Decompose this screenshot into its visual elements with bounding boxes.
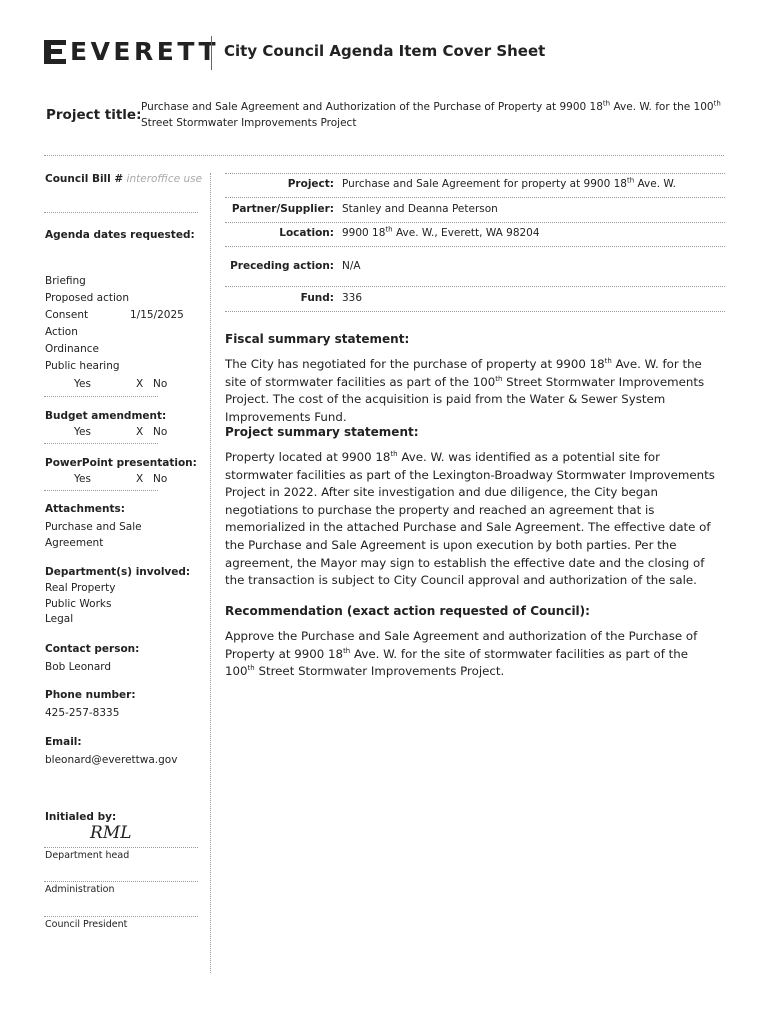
agenda-item: Action — [45, 326, 78, 338]
department-head-label: Department head — [45, 850, 130, 861]
partner-value: Stanley and Deanna Peterson — [342, 203, 498, 215]
attachment-line: Agreement — [45, 537, 104, 549]
project-summary-text: Property located at 9900 18th Ave. W. was identified as a potential site for stormwater facilities as part of the Lexington-Broadway Stormwater Improvements Project in 2022. After site investigation and due diligence, the City began negotiations to purchase the property and reached an agreement that is memorialized in the attached Purchase and Sale Agreement. The effective date of the Purchase and Sale Agreement is upon execution by both parties. Per the agreement, the Mayor may sign to establish the effective date and the closing of the transaction is subject to City Council approval and authorization of the sale. — [225, 450, 715, 588]
department-item: Legal — [45, 613, 74, 625]
row-rule — [225, 311, 725, 312]
powerpoint-no[interactable]: No — [153, 473, 168, 485]
preceding-value: N/A — [342, 260, 361, 272]
agenda-item: Consent — [45, 309, 89, 321]
council-bill-label: Council Bill # — [45, 173, 124, 185]
budget-yes[interactable]: Yes — [74, 426, 91, 438]
powerpoint-yes[interactable]: Yes — [74, 473, 91, 485]
detail-row-preceding — [225, 255, 725, 279]
council-president-line[interactable] — [44, 916, 198, 917]
budget-line — [44, 443, 158, 444]
location-key: Location: — [279, 227, 334, 239]
location-value: 9900 18th Ave. W., Everett, WA 98204 — [342, 225, 540, 239]
contact-person-value: Bob Leonard — [45, 661, 112, 673]
public-hearing-line — [44, 396, 158, 397]
powerpoint-line — [44, 490, 158, 491]
agenda-item-list — [45, 273, 129, 375]
agenda-item: Public hearing — [45, 360, 120, 372]
public-hearing-yes[interactable]: Yes — [74, 378, 91, 390]
project-summary-heading: Project summary statement: — [225, 425, 419, 439]
public-hearing-no[interactable]: No — [153, 378, 168, 390]
agenda-item: Ordinance — [45, 343, 99, 355]
initialed-by-label: Initialed by: — [45, 811, 117, 823]
agenda-item: Proposed action — [45, 292, 129, 304]
contact-person-label: Contact person: — [45, 643, 140, 655]
agenda-item: Briefing — [45, 275, 86, 287]
budget-amendment-label: Budget amendment: — [45, 410, 167, 422]
header-rule — [44, 155, 724, 156]
detail-row-fund — [225, 287, 725, 311]
detail-row-partner — [225, 198, 725, 222]
powerpoint-label: PowerPoint presentation: — [45, 457, 197, 469]
attachment-line: Purchase and Sale — [45, 521, 142, 533]
fund-key: Fund: — [300, 292, 334, 304]
header-divider — [211, 36, 212, 70]
detail-row-project — [225, 173, 725, 197]
recommendation-text: Approve the Purchase and Sale Agreement and authorization of the Purchase of Property at 9900 18th Ave. W. for the site of stormwater facilities as part of the 100th Street Stormwater Improvements Project. — [225, 629, 698, 679]
detail-row-location — [225, 222, 725, 246]
email-label: Email: — [45, 736, 82, 748]
powerpoint-x-mark: X — [136, 473, 144, 485]
department-item: Real Property — [45, 582, 116, 594]
phone-value: 425-257-8335 — [45, 707, 120, 719]
row-rule — [225, 246, 725, 247]
budget-x-mark: X — [136, 426, 144, 438]
project-title-text: Purchase and Sale Agreement and Authorization of the Purchase of Property at 9900 18th Ave. W. for the 100th Street Stormwater Improvements Project — [141, 99, 721, 129]
agenda-dates-label: Agenda dates requested: — [45, 229, 195, 241]
council-bill-hint: interoffice use — [126, 173, 203, 185]
partner-key: Partner/Supplier: — [231, 203, 334, 215]
administration-label: Administration — [45, 884, 115, 895]
fund-value: 336 — [342, 292, 363, 304]
preceding-key: Preceding action: — [230, 260, 334, 272]
project-title-label: Project title: — [46, 107, 142, 123]
fiscal-summary-text: The City has negotiated for the purchase of property at 9900 18th Ave. W. for the site of stormwater facilities as part of the 100th Street Stormwater Improvements Project. The cost of the acquisition is paid from the Water & Sewer System Improvements Fund. — [225, 357, 705, 424]
phone-label: Phone number: — [45, 689, 136, 701]
column-divider — [210, 173, 211, 973]
fiscal-summary-heading: Fiscal summary statement: — [225, 332, 410, 346]
department-item: Public Works — [45, 597, 112, 610]
page-title: City Council Agenda Item Cover Sheet — [224, 42, 546, 60]
logo-wordmark: EVERETT — [70, 37, 220, 66]
council-bill — [45, 173, 202, 185]
council-bill-field[interactable] — [44, 212, 198, 213]
council-president-label: Council President — [45, 919, 128, 930]
budget-no[interactable]: No — [153, 426, 168, 438]
departments-list — [45, 581, 115, 628]
initials-signature: RML — [90, 823, 132, 843]
departments-label: Department(s) involved: — [45, 566, 191, 578]
project-key: Project: — [287, 178, 334, 190]
email-value[interactable]: bleonard@everettwa.gov — [45, 754, 178, 766]
recommendation-heading: Recommendation (exact action requested of Council): — [225, 604, 590, 618]
attachments-label: Attachments: — [45, 503, 125, 515]
everett-logo-mark-icon — [44, 40, 66, 64]
project-value: Purchase and Sale Agreement for property at 9900 18th Ave. W. — [342, 176, 676, 190]
attachments-value — [45, 519, 142, 551]
administration-line[interactable] — [44, 881, 198, 882]
public-hearing-x-mark: X — [136, 378, 144, 390]
department-head-line[interactable] — [44, 847, 198, 848]
consent-date: 1/15/2025 — [130, 309, 184, 321]
